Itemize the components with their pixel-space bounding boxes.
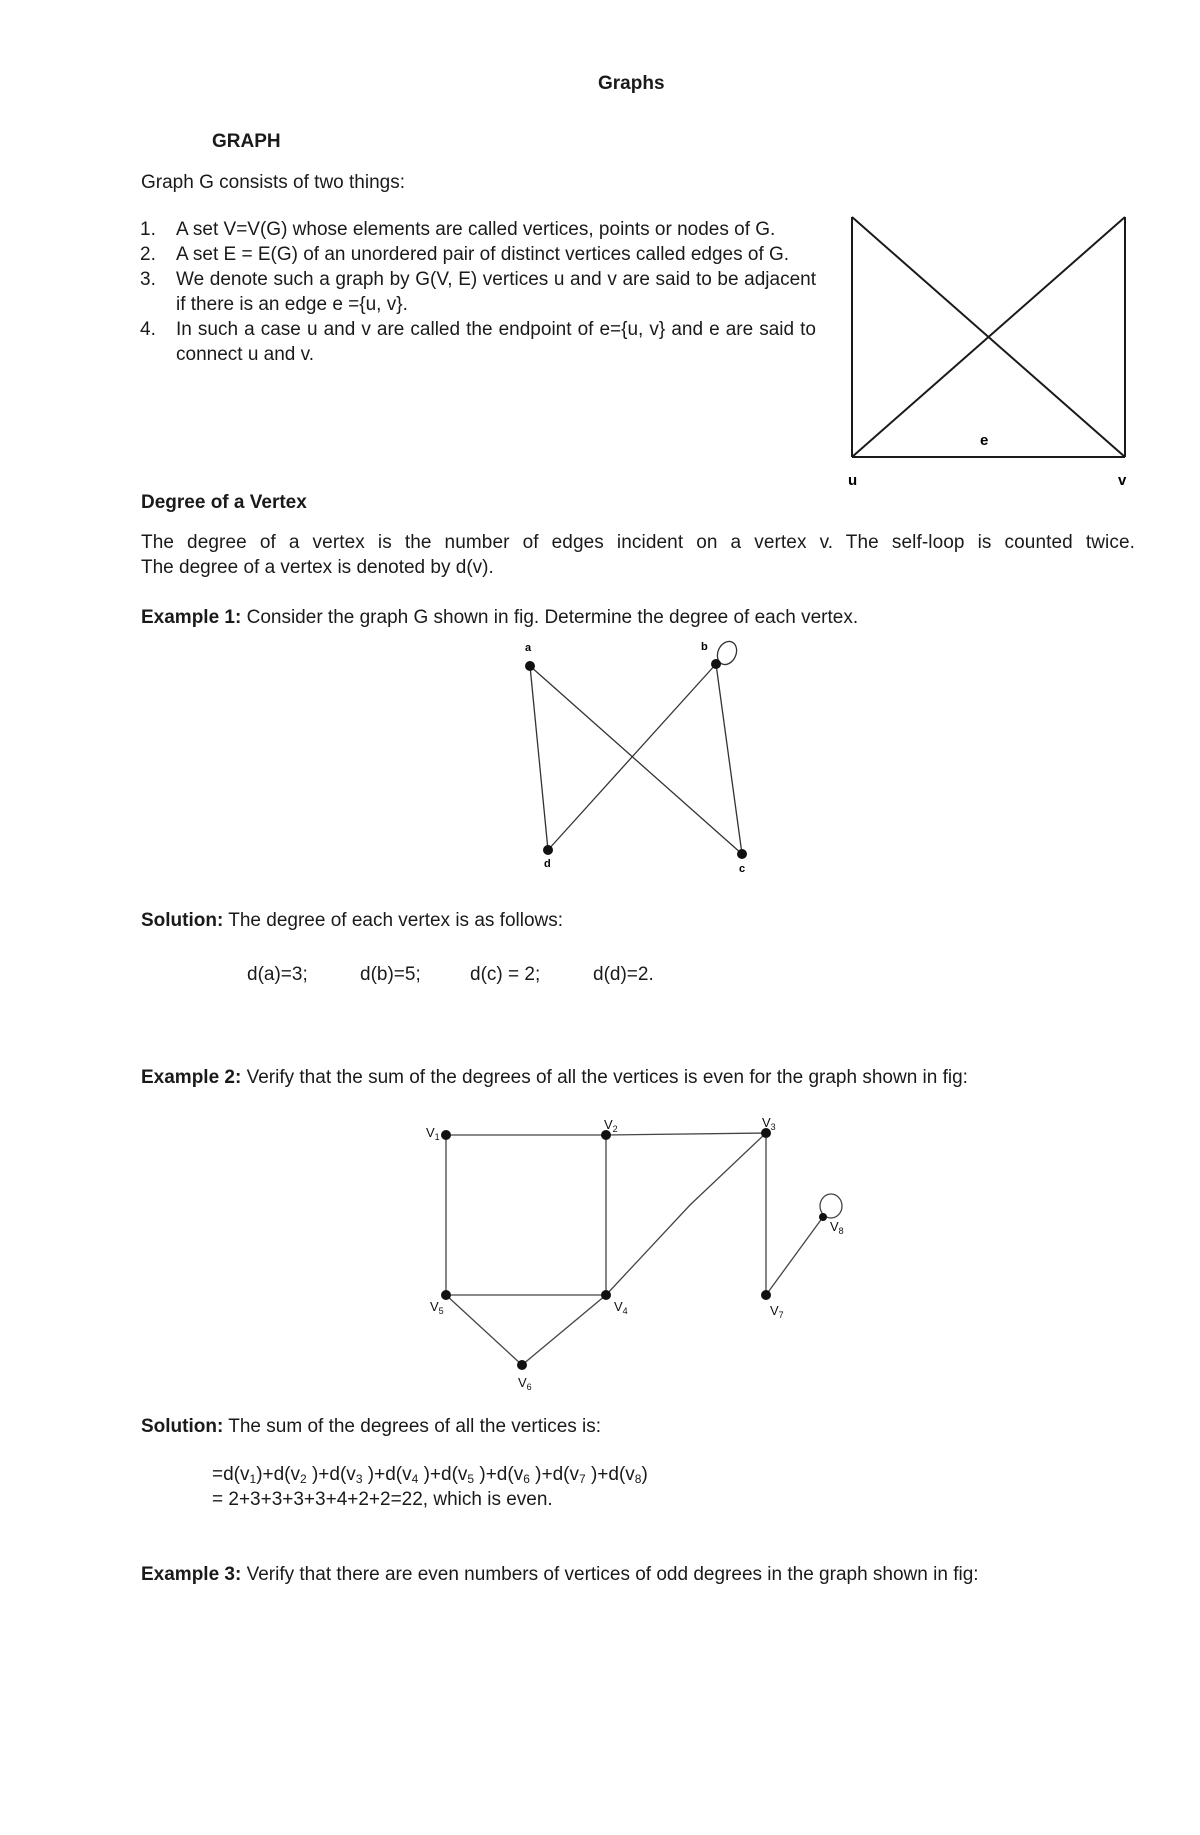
vertex-c xyxy=(737,849,747,859)
label-v2: $V_2$ xyxy=(604,1117,618,1134)
vertex-v6 xyxy=(517,1360,527,1370)
solution-label: Solution: xyxy=(141,910,224,931)
example-1-solution xyxy=(141,908,563,933)
list-item: 3. We denote such a graph by G(V, E) vertices u and v are said to be adjacent if there is an edge e ={u, v}. xyxy=(140,269,816,315)
degree-sum-result: = 2+3+3+3+3+4+2+2=22, which is even. xyxy=(212,1489,553,1510)
edge-a-c xyxy=(530,666,742,854)
page-title: Graphs xyxy=(598,73,665,94)
edge-v4-v6 xyxy=(522,1295,606,1365)
edge-v7-v8 xyxy=(766,1217,823,1295)
vertex-v8 xyxy=(819,1213,827,1221)
solution-text: The degree of each vertex is as follows: xyxy=(223,910,564,931)
solution-text: The sum of the degrees of all the vertices is: xyxy=(223,1416,602,1437)
label-e: e xyxy=(980,432,989,449)
degree-a: d(a)=3; xyxy=(247,964,308,985)
label-v5: $V_5$ xyxy=(430,1299,444,1316)
label-c: c xyxy=(739,863,746,875)
example-2-label: Example 2: xyxy=(141,1067,242,1088)
vertex-a xyxy=(525,661,535,671)
figure-example-1-graph xyxy=(520,640,760,880)
label-v3: $V_3$ xyxy=(762,1115,776,1132)
degree-sum-expression: $=d(v_1)+d(v_2$ )$+d(v_3$ )$+d(v_4$ )$+d(v_5$ )$+d(v_6$ )$+d(v_7$ )$+d(v_8)$ xyxy=(212,1464,648,1486)
degree-d: d(d)=2. xyxy=(593,964,654,985)
edge-a-d xyxy=(530,666,548,850)
vertex-v7 xyxy=(761,1290,771,1300)
graph-definition-list xyxy=(140,217,816,367)
label-v6: $V_6$ xyxy=(518,1375,532,1392)
edge-b-c xyxy=(716,664,742,854)
degree-definition-line-1: The degree of a vertex is the number of edges incident on a vertex v. The self-loop is counted twice. xyxy=(141,532,1135,553)
label-d: d xyxy=(544,858,551,870)
example-2-text: Verify that the sum of the degrees of all the vertices is even for the graph shown in fig: xyxy=(241,1067,968,1088)
label-b: b xyxy=(701,641,708,653)
vertex-v1 xyxy=(441,1130,451,1140)
label-v: v xyxy=(1118,472,1127,489)
example-3-label: Example 3: xyxy=(141,1564,242,1585)
graph-intro: Graph G consists of two things: xyxy=(141,172,406,193)
example-3-text: Verify that there are even numbers of vertices of odd degrees in the graph shown in fig: xyxy=(241,1564,979,1585)
list-item: 4. In such a case u and v are called the endpoint of e={u, v} and e are said to connect u and v. xyxy=(140,319,816,365)
vertex-b xyxy=(711,659,721,669)
solution-label: Solution: xyxy=(141,1416,224,1437)
edge-v2-v3 xyxy=(606,1133,766,1135)
label-v8: $V_8$ xyxy=(830,1219,844,1236)
edge-b-d xyxy=(548,664,716,850)
vertex-v5 xyxy=(441,1290,451,1300)
example-2-solution xyxy=(141,1414,601,1439)
label-u: u xyxy=(848,472,858,489)
example-2 xyxy=(141,1065,968,1090)
label-a: a xyxy=(525,642,532,654)
label-v1: $V_1$ xyxy=(426,1125,440,1142)
figure-example-2-graph xyxy=(420,1115,860,1395)
figure-uv-graph xyxy=(840,205,1140,495)
label-v7: $V_7$ xyxy=(770,1303,784,1320)
degree-b: d(b)=5; xyxy=(360,964,421,985)
list-item: 2. A set E = E(G) of an unordered pair of distinct vertices called edges of G. xyxy=(140,244,790,265)
example-3 xyxy=(141,1562,979,1587)
edge-v4-v3 xyxy=(606,1133,766,1295)
edge-v5-v6 xyxy=(446,1295,522,1365)
example-1-text: Consider the graph G shown in fig. Determine the degree of each vertex. xyxy=(241,607,859,628)
vertex-d xyxy=(543,845,553,855)
degree-definition-line-2: The degree of a vertex is denoted by d(v). xyxy=(141,557,494,578)
example-1-label: Example 1: xyxy=(141,607,242,628)
section-heading-graph: GRAPH xyxy=(212,131,281,152)
list-item: 1. A set V=V(G) whose elements are called vertices, points or nodes of G. xyxy=(140,219,776,240)
label-v4: $V_4$ xyxy=(614,1299,628,1316)
degree-c: d(c) = 2; xyxy=(470,964,541,985)
example-1 xyxy=(141,605,858,630)
section-heading-degree: Degree of a Vertex xyxy=(141,492,307,513)
vertex-v4 xyxy=(601,1290,611,1300)
